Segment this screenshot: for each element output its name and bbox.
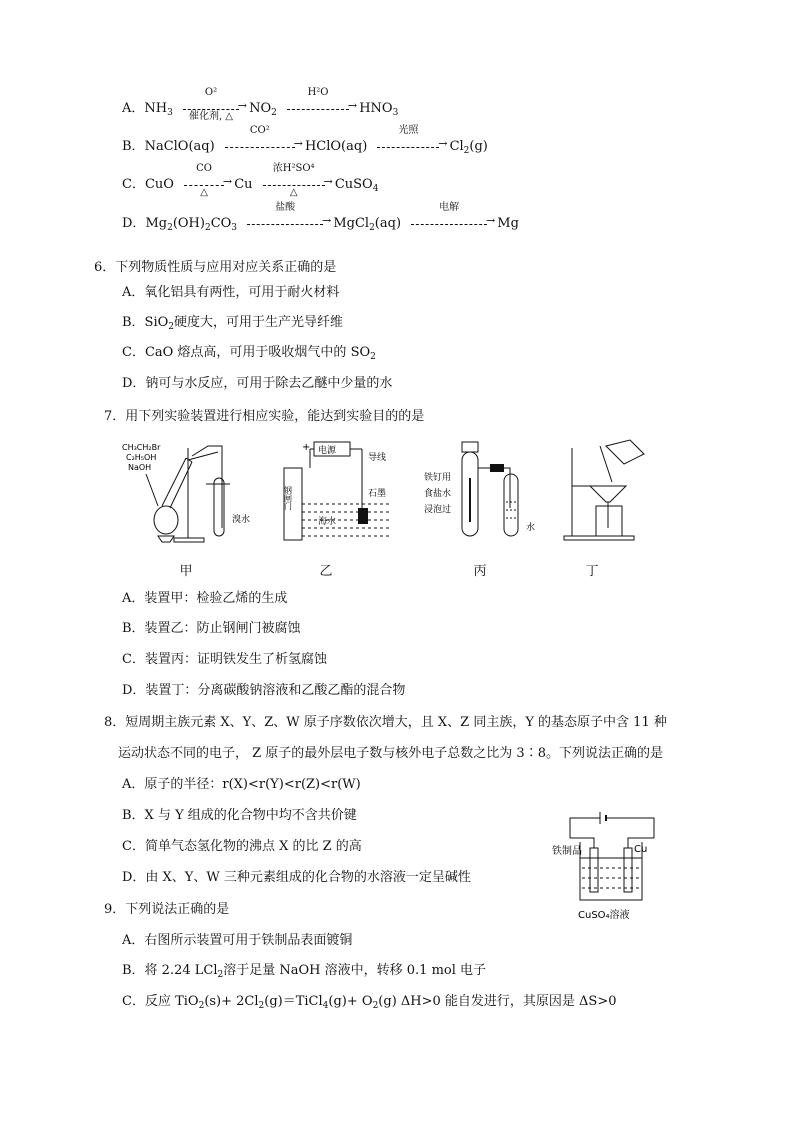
svg-text:C₂H₅OH: C₂H₅OH <box>126 453 157 462</box>
svg-text:溴水: 溴水 <box>232 515 251 525</box>
q5-option-b: B．NaClO(aq) CO² → HClO(aq) 光照 → $Cl_2(g)$ <box>122 138 488 160</box>
q7-option-a: A．装置甲：检验乙烯的生成 <box>122 591 288 606</box>
q8-stem-line2: 运动状态不同的电子， Z 原子的最外层电子数与核外电子总数之比为 3∶8。下列说法正确的是 <box>118 746 663 761</box>
fig-caption-bing: 丙 <box>473 564 487 579</box>
svg-text:水: 水 <box>526 523 536 533</box>
reaction-arrow: O² 催化剂, △ → <box>183 100 239 110</box>
fig-caption-jia: 甲 <box>179 564 193 579</box>
q7-option-c: C．装置丙：证明铁发生了析氢腐蚀 <box>122 652 327 667</box>
q8-option-d: D．由 X、Y、W 三种元素组成的化合物的水溶液一定呈碱性 <box>122 870 471 885</box>
q5-option-a: A．$NH_3$ O² 催化剂, △ → $NO_2$ H²O → $HNO_3$ <box>122 100 398 122</box>
q9-option-b: B．将 2.24 LCl$_2$溶于足量 NaOH 溶液中，转移 0.1 mol 电子 <box>122 963 487 980</box>
svg-text:导线: 导线 <box>368 453 387 463</box>
q5-option-c: C．CuO CO △ → Cu 浓H²SO⁴ △ → CuSO$_4$ <box>122 176 378 198</box>
apparatus-yi <box>280 438 400 548</box>
q7-stem: 7．用下列实验装置进行相应实验，能达到实验目的的是 <box>104 409 425 424</box>
svg-text:NaOH: NaOH <box>128 463 152 472</box>
q5-option-d: D．$Mg_2(OH)_2CO_3$ 盐酸 → MgCl$_2$(aq) 电解 → Mg <box>122 215 519 237</box>
apparatus-ding <box>560 436 650 548</box>
reaction-arrow: 浓H²SO⁴ △ → <box>263 176 325 186</box>
q9-option-c: C．反应 $TiO_2(s)+ 2Cl_2(g)=TiCl_4(g)+ O_2(g)$ ΔH>0 能自发进行，其原因是 ΔS>0 <box>122 994 617 1011</box>
svg-text:食盐水: 食盐水 <box>424 489 452 499</box>
svg-text:+: + <box>302 442 311 453</box>
q9-stem: 9．下列说法正确的是 <box>104 902 230 917</box>
q8-option-a: A．原子的半径：r(X)<r(Y)<r(Z)<r(W) <box>122 777 361 792</box>
svg-text:Cu: Cu <box>634 844 648 855</box>
svg-text:铁制品: 铁制品 <box>552 846 582 857</box>
reaction-arrow: CO² → <box>225 138 295 148</box>
reaction-arrow: H²O → <box>287 100 349 110</box>
q8-option-b: B．X 与 Y 组成的化合物中均不含共价键 <box>122 808 357 823</box>
svg-text:石墨: 石墨 <box>368 489 387 499</box>
electroplating-apparatus <box>550 812 662 924</box>
q9-option-a: A．右图所示装置可用于铁制品表面镀铜 <box>122 933 353 948</box>
svg-text:电源: 电源 <box>318 446 337 456</box>
q8-stem-line1: 8．短周期主族元素 X、Y、Z、W 原子序数依次增大，且 X、Z 同主族，Y 的基态原子中含 11 种 <box>104 715 667 730</box>
fig-caption-ding: 丁 <box>585 564 599 579</box>
reaction-arrow: 电解 → <box>411 215 487 225</box>
apparatus-jia <box>118 438 251 548</box>
q8-option-c: C．简单气态氢化物的沸点 X 的比 Z 的高 <box>122 839 362 854</box>
svg-text:钢闸门: 钢闸门 <box>283 486 293 510</box>
q6-option-b: B．SiO$_2$硬度大，可用于生产光导纤维 <box>122 315 344 332</box>
svg-text:海水: 海水 <box>318 517 337 527</box>
svg-text:铁钉用: 铁钉用 <box>424 473 452 483</box>
svg-text:浸泡过: 浸泡过 <box>424 505 452 515</box>
q6-option-a: A．氧化铝具有两性，可用于耐火材料 <box>122 285 340 300</box>
svg-text:CH₃CH₂Br: CH₃CH₂Br <box>122 443 161 452</box>
apparatus-bing <box>420 438 550 548</box>
q6-option-d: D．钠可与水反应，可用于除去乙醚中少量的水 <box>122 376 393 391</box>
reaction-arrow: CO △ → <box>184 176 224 186</box>
reaction-arrow: 盐酸 → <box>247 215 323 225</box>
q6-stem: 6．下列物质性质与应用对应关系正确的是 <box>94 260 337 275</box>
q7-option-b: B．装置乙：防止钢闸门被腐蚀 <box>122 621 301 636</box>
q6-option-c: C．CaO 熔点高，可用于吸收烟气中的 $SO_2$ <box>122 345 376 362</box>
svg-text:CuSO₄溶液: CuSO₄溶液 <box>578 910 630 921</box>
q7-option-d: D．装置丁：分离碳酸钠溶液和乙酸乙酯的混合物 <box>122 683 406 698</box>
fig-caption-yi: 乙 <box>319 564 333 579</box>
reaction-arrow: 光照 → <box>377 138 439 148</box>
